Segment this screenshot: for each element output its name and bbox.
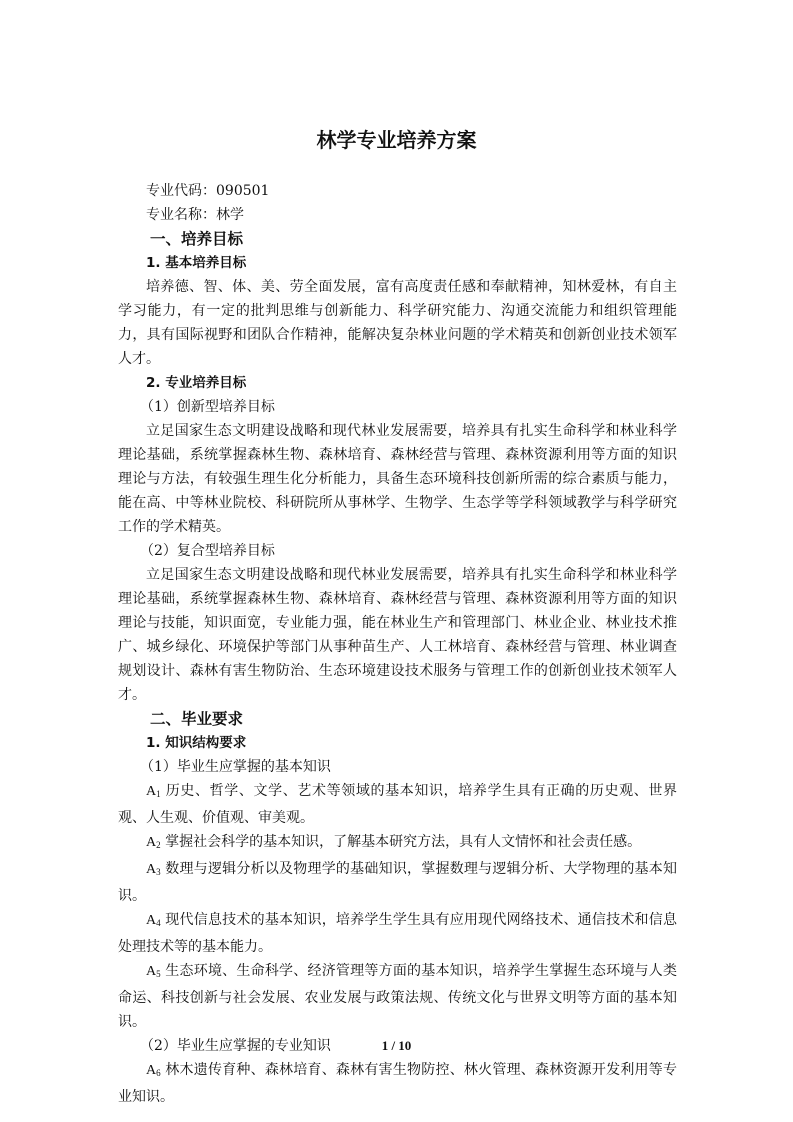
subheading-knowledge: 1. 知识结构要求 [146, 735, 247, 751]
knowledge-item-a3: $A_3$ 数理与逻辑分析以及物理学的基础知识，掌握数理与逻辑分析、大学物理的基本知识。 [118, 861, 677, 904]
item-label-innovative: （1）创新型培养目标 [140, 399, 275, 415]
page-indicator: 1 / 10 [381, 1038, 412, 1053]
paragraph-compound: 立足国家生态文明建设战略和现代林业发展需要，培养具有扎实生命科学和林业科学理论基础，系统掌握森林生物、森林培育、森林经营与管理、森林资源利用等方面的知识理论与技能，知识面宽，专业能力强，能在林业生产和管理部门、林业企业、林业技术推广、城乡绿化、环境保护等部门从事种苗生产、人工林培育、森林经营与管理、林业调查规划设计、森林有害生物防治、生态环境建设技术服务与管理工作的创新创业技术领军人才。 [118, 567, 677, 703]
major-code: 专业代码：090501 [146, 183, 270, 199]
group-label-professional: （2）毕业生应掌握的专业知识 [140, 1038, 331, 1054]
item-label-compound: （2）复合型培养目标 [140, 543, 275, 559]
major-name: 专业名称：林学 [146, 207, 244, 223]
knowledge-item-a2: $A_2$ 掌握社会科学的基本知识，了解基本研究方法，具有人文情怀和社会责任感。 [146, 834, 642, 850]
knowledge-item-a1: $A_1$ 历史、哲学、文学、艺术等领域的基本知识，培养学生具有正确的历史观、世界观、人生观、价值观、审美观。 [118, 783, 677, 826]
paragraph-innovative: 立足国家生态文明建设战略和现代林业发展需要，培养具有扎实生命科学和林业科学理论基础，系统掌握森林生物、森林培育、森林经营与管理、森林资源利用等方面的知识理论与方法，有较强生理生化分析能力，具备生态环境科技创新所需的综合素质与能力，能在高、中等林业院校、科研院所从事林学、生物学、生态学等学科领域教学与科学研究工作的学术精英。 [118, 423, 677, 535]
section-heading-requirements: 二、毕业要求 [150, 710, 244, 728]
knowledge-item-a4: $A_4$ 现代信息技术的基本知识，培养学生学生具有应用现代网络技术、通信技术和信息处理技术等的基本能力。 [118, 912, 677, 955]
subheading-basic-goal: 1. 基本培养目标 [146, 255, 247, 271]
document-body [118, 179, 677, 1109]
section-heading-goals: 一、培养目标 [150, 230, 244, 248]
knowledge-item-a6: $A_6$ 林木遗传育种、森林培育、森林有害生物防控、林火管理、森林资源开发利用等专业知识。 [118, 1062, 677, 1105]
subheading-major-goal: 2. 专业培养目标 [146, 375, 247, 391]
group-label-basic: （1）毕业生应掌握的基本知识 [140, 759, 331, 775]
knowledge-item-a5: $A_5$ 生态环境、生命科学、经济管理等方面的基本知识，培养学生掌握生态环境与人类命运、科技创新与社会发展、农业发展与政策法规、传统文化与世界文明等方面的基本知识。 [118, 963, 677, 1030]
paragraph-basic-goal: 培养德、智、体、美、劳全面发展，富有高度责任感和奉献精神，知林爱林，有自主学习能力，有一定的批判思维与创新能力、科学研究能力、沟通交流能力和组织管理能力，具有国际视野和团队合作精神，能解决复杂林业问题的学术精英和创新创业技术领军人才。 [118, 279, 677, 367]
document-title: 林学专业培养方案 [316, 128, 477, 152]
